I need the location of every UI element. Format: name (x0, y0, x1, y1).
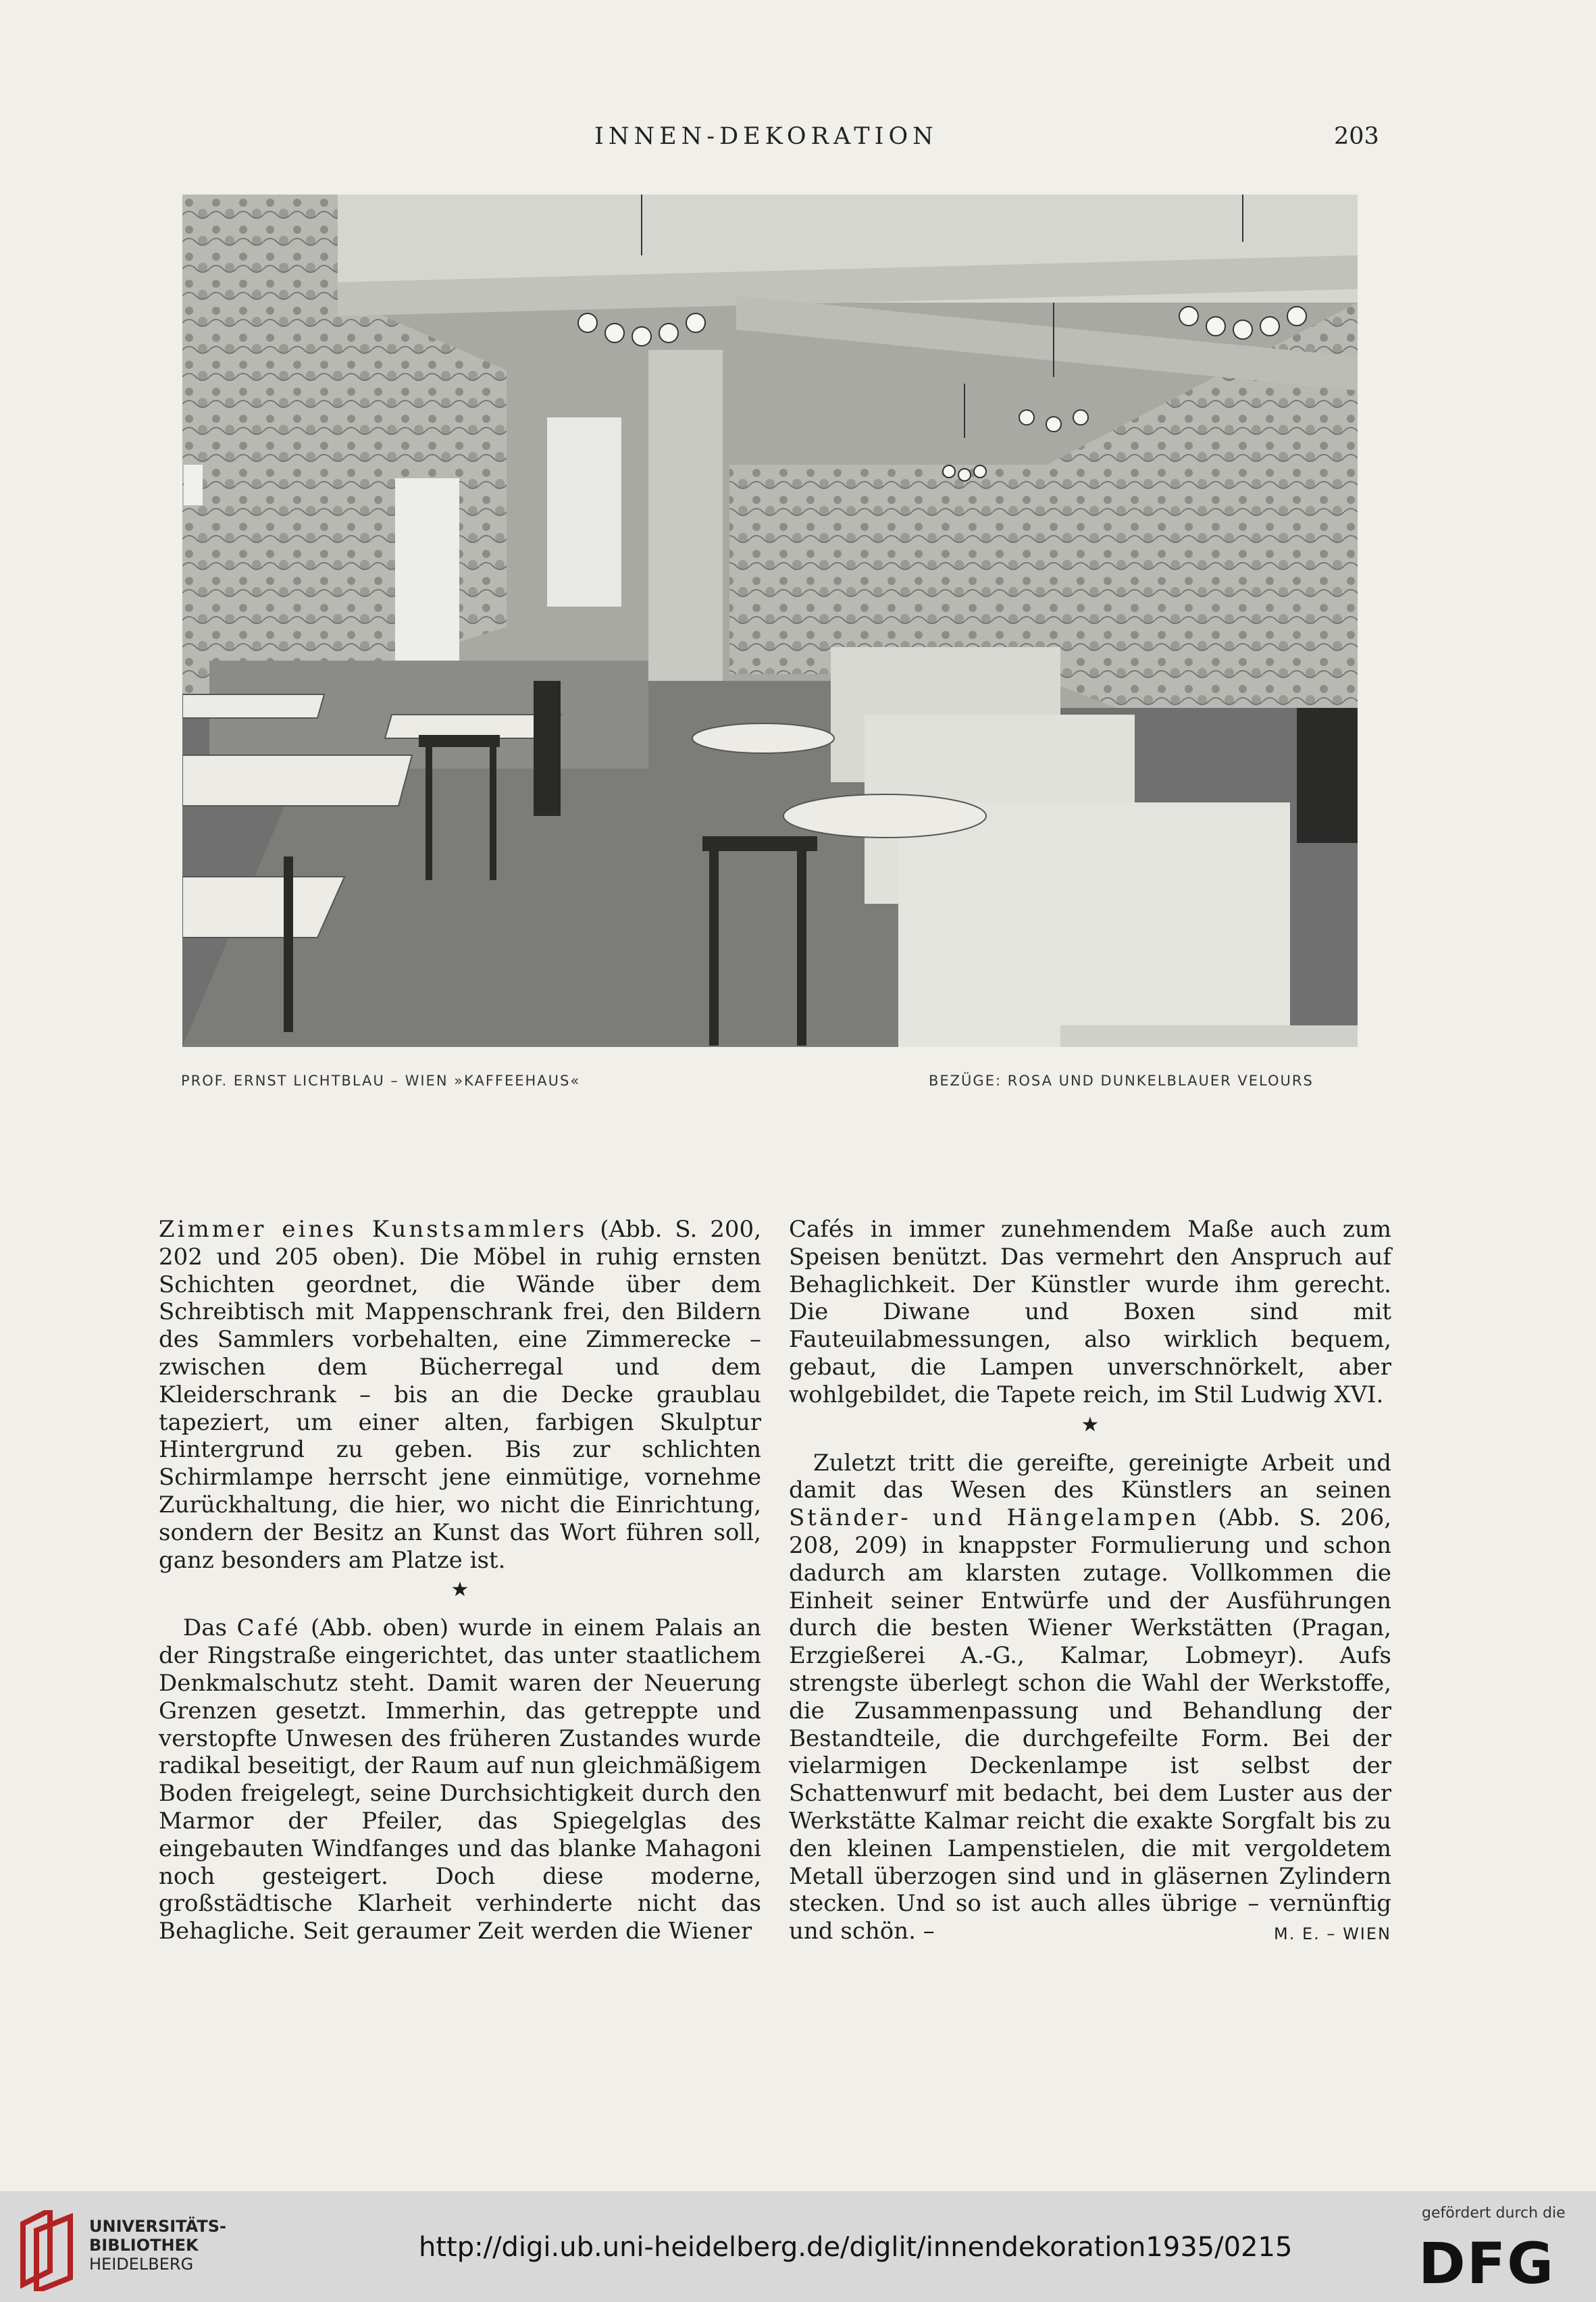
cafe-interior-photo (182, 195, 1358, 1047)
paragraph-kunstsammler (159, 1216, 761, 1574)
library-name-line1: UNIVERSITÄTS- (89, 2217, 227, 2236)
library-name-line3: HEIDELBERG (89, 2255, 194, 2274)
paragraph-text: (Abb. S. 200, 202 und 205 oben). Die Möbel in ruhig ernsten Schichten geordnet, die Wände über dem Schreibtisch mit Mappenschrank frei, den Bildern des Sammlers vorbehalten, eine Zimmerecke – zwischen dem Bücherregal und dem Kleiderschrank – bis an die Decke graublau tapeziert, um einer alten, farbigen Skulptur Hintergrund zu geben. Bis zur schlichten Schirmlampe herrscht jene einmütige, vornehme Zurückhaltung, die hier, wo nicht die Einrichtung, sondern der Besitz an Kunst das Wort führen soll, ganz besonders am Platze ist. (159, 1216, 761, 1574)
right-text-column (789, 1216, 1391, 1948)
paragraph-text: Zuletzt tritt die gereifte, gereinigte Arbeit und damit das Wesen des Künstlers an seinen (789, 1449, 1391, 1504)
figure-caption-left: PROF. ERNST LICHTBLAU – WIEN »KAFFEEHAUS« (181, 1073, 581, 1089)
emphasis-lampen: Ständer- und Hängelampen (789, 1504, 1200, 1532)
left-text-column (159, 1216, 761, 1945)
running-title: INNEN-DEKORATION (594, 123, 938, 150)
library-name (89, 2217, 226, 2274)
library-name-line2: BIBLIOTHEK (89, 2236, 199, 2255)
section-divider-star: ★ (1081, 1412, 1100, 1437)
paragraph-cafe (159, 1614, 761, 1945)
library-logo-icon (16, 2210, 76, 2291)
emphasis-cafe: Café (236, 1614, 301, 1642)
paragraph-cafes: Cafés in immer zunehmendem Maße auch zum Speisen benützt. Das vermehrt den Anspruch auf Behaglichkeit. Der Künstler wurde ihm gerecht. Die Diwane und Boxen sind mit Fauteuilabmessungen, also wirklich bequem, gebaut, die Lampen unverschnörkelt, aber wohlgebildet, die Tapete reich, im Stil Ludwig XVI. (789, 1216, 1391, 1408)
figure-caption-right: BEZÜGE: ROSA UND DUNKELBLAUER VELOURS (929, 1073, 1314, 1089)
author-signature: M. E. – WIEN (1274, 1924, 1391, 1944)
funding-note: gefördert durch die (1422, 2205, 1566, 2222)
page-header (0, 123, 1596, 163)
paragraph-text: (Abb. oben) wurde in einem Palais an der Ringstraße eingerichtet, das unter staatlichem Denkmalschutz steht. Damit waren der Neuerung Grenzen gesetzt. Immerhin, das getreppte und verstopfte Unwesen des früheren Zustandes wurde radikal beseitigt, der Raum auf nun gleichmäßigem Boden freigelegt, seine Durchsichtigkeit durch den Marmor der Pfeiler, das Spiegelglas des eingebauten Windfanges und das blanke Mahagoni noch gesteigert. Doch diese moderne, großstädtische Klarheit verhinderte nicht das Behagliche. Seit geraumer Zeit werden die Wiener (159, 1614, 761, 1945)
digitization-footer (0, 2191, 1596, 2302)
paragraph-lampen (789, 1450, 1391, 1945)
dfg-logo: DFG (1418, 2230, 1555, 2297)
section-divider-star: ★ (451, 1578, 469, 1602)
paragraph-text: Das (183, 1614, 237, 1642)
page-number: 203 (1334, 123, 1379, 150)
paragraph-text: (Abb. S. 206, 208, 209) in knappster Formulierung und schon dadurch am klarsten zutage. Vollkommen die Einheit seiner Entwürfe und der Ausführungen durch die besten Wiener Werkstätten (Pragan, Erzgießerei A.-G., Kalmar, Lobmeyr). Aufs strengste überlegt schon die Wahl der Werkstoffe, die Zusammenpassung und Behandlung der Bestandteile, die durchgefeilte Form. Bei der vielarmigen Deckenlampe ist selbst der Schattenwurf mit bedacht, bei dem Luster aus der Werkstätte Kalmar reicht die exakte Sorgfalt bis zu den kleinen Lampenstielen, die mit vergoldetem Metall überzogen sind und in gläsernen Zylindern stecken. Und so ist auch alles übrige – vernünftig und schön. – (789, 1504, 1392, 1945)
source-url-link[interactable]: http://digi.ub.uni-heidelberg.de/diglit/innendekoration1935/0215 (419, 2232, 1293, 2263)
emphasis-kunstsammler: Zimmer eines Kunstsammlers (159, 1216, 588, 1243)
